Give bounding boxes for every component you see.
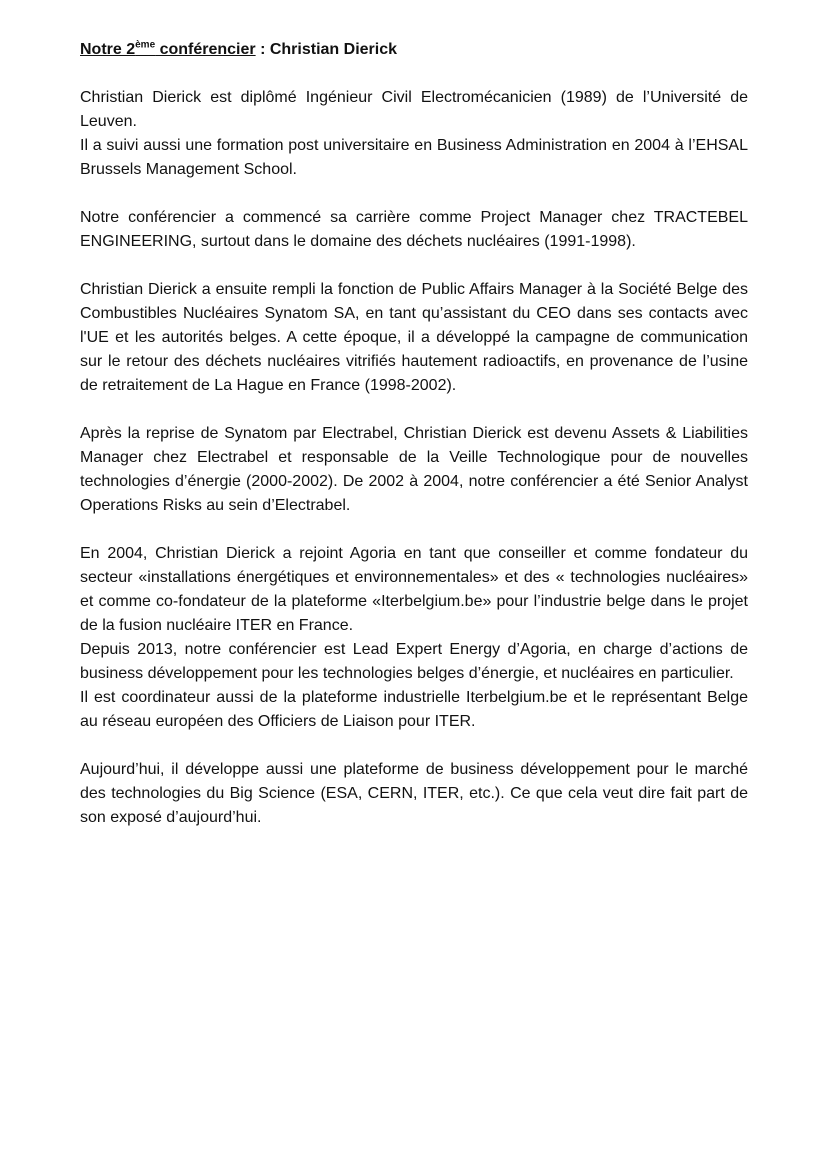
title-underlined (80, 41, 256, 58)
paragraph-agoria: En 2004, Christian Dierick a rejoint Agoria en tant que conseiller et comme fondateur du secteur «installations énergétiques et environnementales» et des « technologies nucléaires» et comme co-fondateur de la plateforme «Iterbelgium.be» pour l’industrie belge dans le projet de la fusion nucléaire ITER en France. (80, 545, 748, 634)
paragraph-iterbelgium: Il est coordinateur aussi de la plateforme industrielle Iterbelgium.be et le représentant Belge au réseau européen des Officiers de Liaison pour ITER. (80, 689, 748, 730)
paragraph-today: Aujourd’hui, il développe aussi une plateforme de business développement pour le marché des technologies du Big Science (ESA, CERN, ITER, etc.). Ce que cela veut dire fait part de son exposé d’aujourd’hui. (80, 761, 748, 826)
title-prefix: Notre 2 (80, 41, 136, 58)
document-page (80, 38, 748, 830)
speaker-name: Christian Dierick (269, 41, 397, 58)
paragraph-lead-expert: Depuis 2013, notre conférencier est Lead Expert Energy d’Agoria, en charge d’actions de business développement pour les technologies belges d’énergie, et nucléaires en particulier. (80, 641, 748, 682)
title-superscript: ème (135, 39, 156, 51)
paragraph-career-start: Notre conférencier a commencé sa carrière comme Project Manager chez TRACTEBEL ENGINEERING, surtout dans le domaine des déchets nucléaires (1991-1998). (80, 209, 748, 250)
paragraph-synatom: Christian Dierick a ensuite rempli la fonction de Public Affairs Manager à la Société Belge des Combustibles Nucléaires Synatom SA, en tant qu’assistant du CEO dans ses contacts avec l'UE et les autorités belges. A cette époque, il a développé la campagne de communication sur le retour des déchets nucléaires vitrifiés hautement radioactifs, en provenance de l’usine de retraitement de La Hague en France (1998-2002). (80, 281, 748, 394)
title-separator: : (255, 41, 270, 58)
paragraph-electrabel: Après la reprise de Synatom par Electrabel, Christian Dierick est devenu Assets & Liabilities Manager chez Electrabel et responsable de la Veille Technologique pour de nouvelles technologies d’énergie (2000-2002). De 2002 à 2004, notre conférencier a été Senior Analyst Operations Risks au sein d’Electrabel. (80, 425, 748, 514)
paragraph-training: Il a suivi aussi une formation post universitaire en Business Administration en 2004 à l’EHSAL Brussels Management School. (80, 137, 748, 178)
paragraph-education: Christian Dierick est diplômé Ingénieur Civil Electromécanicien (1989) de l’Université de Leuven. (80, 89, 748, 130)
title-suffix: conférencier (155, 41, 256, 58)
page-title (80, 38, 748, 62)
